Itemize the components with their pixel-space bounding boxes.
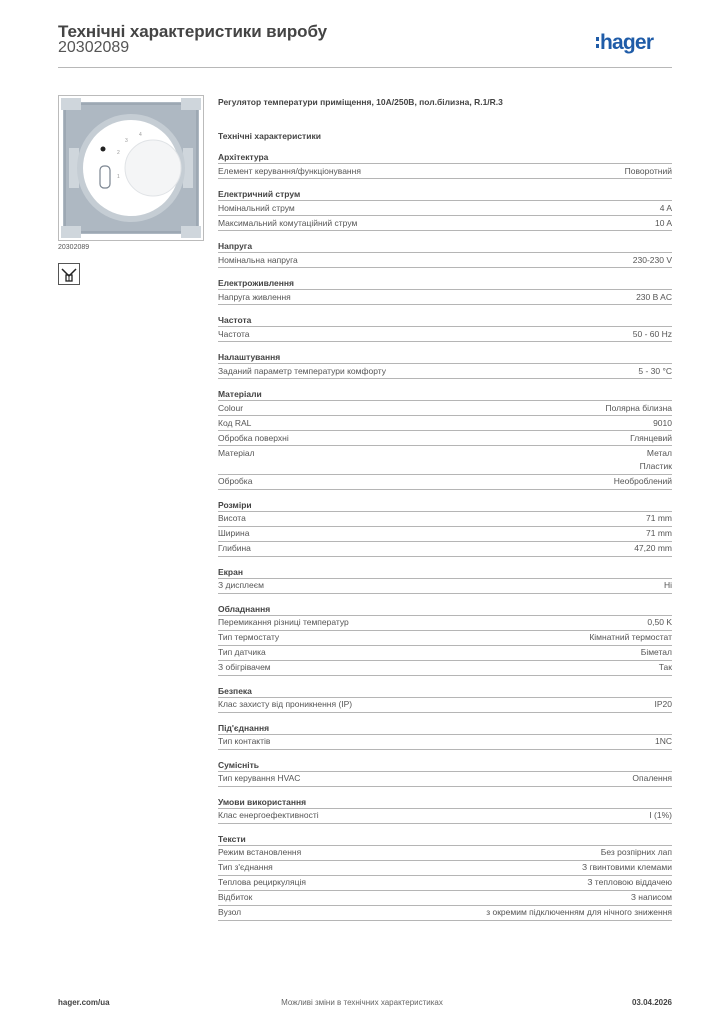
spec-group — [218, 566, 672, 594]
spec-value-line: Поворотний — [624, 165, 672, 176]
section-heading: Технічні характеристики — [218, 131, 321, 141]
spec-label: Матеріал — [218, 447, 255, 458]
spec-value — [632, 772, 672, 786]
spec-value — [641, 646, 672, 660]
spec-value — [605, 402, 672, 416]
spec-group-title: Електроживлення — [218, 277, 672, 290]
spec-label: Частота — [218, 328, 250, 339]
spec-value — [660, 202, 672, 216]
logo-text: hager — [600, 31, 654, 54]
spec-group-title: Безпека — [218, 685, 672, 698]
spec-label: Обробка поверхні — [218, 432, 289, 443]
image-caption: 20302089 — [58, 244, 90, 251]
spec-group — [218, 151, 672, 179]
spec-group — [218, 833, 672, 921]
spec-label: Colour — [218, 402, 244, 413]
spec-label: Клас захисту від проникнення (IP) — [218, 699, 353, 709]
thermostat-illustration — [59, 96, 203, 240]
product-image — [58, 95, 204, 241]
spec-label: Номінальний струм — [218, 202, 295, 213]
spec-value-line: 71 mm — [646, 513, 672, 523]
spec-value-line: IP20 — [654, 699, 672, 709]
spec-label: Номінальна напруга — [218, 254, 298, 265]
spec-value-line: З гвинтовими клемами — [582, 862, 672, 872]
spec-value-line: З тепловою віддачею — [587, 877, 672, 887]
spec-group — [218, 277, 672, 305]
spec-value — [649, 809, 672, 823]
spec-value — [625, 165, 672, 179]
spec-value-line: Глянцевий — [630, 432, 672, 443]
spec-group-title: Екран — [218, 566, 672, 579]
spec-value — [589, 631, 672, 645]
spec-value-line: Метал — [646, 447, 672, 458]
spec-value — [582, 861, 672, 875]
spec-value-line: з окремим підключенням для нічного зниження — [486, 907, 672, 917]
spec-group-title: Частота — [218, 314, 672, 327]
spec-label: Тип датчика — [218, 647, 266, 657]
product-description: Регулятор температури приміщення, 10A/250В, пол.білизна, R.1/R.3 — [218, 97, 503, 107]
spec-group-title: Розміри — [218, 499, 672, 512]
spec-row — [218, 631, 672, 646]
spec-label: З дисплеєм — [218, 580, 264, 590]
spec-label: Висота — [218, 513, 246, 523]
spec-row — [218, 216, 672, 231]
spec-value-line: Біметал — [640, 647, 672, 657]
spec-group-title: Умови використання — [218, 796, 672, 809]
spec-row — [218, 401, 672, 416]
footer-date: 03.04.2026 — [631, 998, 672, 1007]
svg-text:2: 2 — [117, 150, 120, 156]
spec-value-line: 1NC — [654, 736, 672, 746]
spec-value — [646, 512, 672, 526]
spec-value-line: 10 A — [654, 217, 672, 228]
spec-group-title: Налаштування — [218, 351, 672, 364]
spec-group — [218, 796, 672, 824]
spec-value — [631, 891, 672, 905]
spec-group — [218, 188, 672, 231]
spec-group — [218, 499, 672, 557]
spec-row — [218, 364, 672, 379]
hager-logo — [596, 29, 676, 55]
spec-value — [601, 846, 672, 860]
spec-value — [640, 447, 672, 474]
spec-value-line: 50 - 60 Hz — [632, 328, 672, 339]
spec-group — [218, 722, 672, 750]
header-divider — [58, 67, 672, 68]
spec-row — [218, 876, 672, 891]
spec-row — [218, 512, 672, 527]
spec-group — [218, 685, 672, 713]
spec-row — [218, 616, 672, 631]
spec-value-line: 0,50 K — [647, 617, 672, 627]
spec-group-title: Під'єднання — [218, 722, 672, 735]
spec-label: Режим встановлення — [218, 847, 302, 857]
spec-group-title: Тексти — [218, 833, 672, 846]
spec-label: З обігрівачем — [218, 662, 271, 672]
spec-value — [630, 432, 672, 446]
spec-value-line: 4 A — [659, 202, 672, 213]
spec-row — [218, 661, 672, 676]
spec-value-line: 230-230 V — [632, 254, 672, 265]
spec-value — [634, 542, 672, 556]
spec-label: Максимальний комутаційний струм — [218, 217, 358, 228]
spec-group — [218, 603, 672, 676]
spec-value-line: Без розпірних лап — [600, 847, 672, 857]
spec-group — [218, 351, 672, 379]
spec-label: Теплова рециркуляція — [218, 877, 306, 887]
spec-value-line: Ні — [663, 580, 672, 590]
svg-text:1: 1 — [117, 174, 120, 180]
spec-row — [218, 579, 672, 594]
spec-row — [218, 527, 672, 542]
spec-value — [486, 906, 672, 920]
spec-label: Тип контактів — [218, 736, 271, 746]
spec-row — [218, 735, 672, 750]
spec-row — [218, 416, 672, 431]
spec-group-title: Архітектура — [218, 151, 672, 164]
spec-row — [218, 164, 672, 179]
spec-value — [664, 579, 672, 593]
footer-website[interactable]: hager.com/ua — [58, 998, 110, 1007]
spec-label: Напруга живлення — [218, 291, 291, 302]
spec-group-title: Напруга — [218, 240, 672, 253]
spec-label: Клас енергоефективності — [218, 810, 319, 820]
spec-value-line: Пластик — [639, 461, 672, 471]
spec-group-title: Сумісніть — [218, 759, 672, 772]
spec-group-title: Електричний струм — [218, 188, 672, 201]
spec-value — [587, 876, 672, 890]
svg-text:4: 4 — [139, 132, 142, 138]
spec-value — [636, 291, 672, 305]
spec-group-title: Матеріали — [218, 388, 672, 401]
spec-row — [218, 446, 672, 475]
spec-row — [218, 542, 672, 557]
spec-row — [218, 646, 672, 661]
spec-value-line: 230 B AC — [636, 291, 672, 302]
spec-row — [218, 290, 672, 305]
spec-value-line: Так — [658, 662, 672, 672]
spec-value-line: I (1%) — [649, 810, 672, 820]
spec-value — [655, 698, 673, 712]
spec-row — [218, 891, 672, 906]
spec-row — [218, 772, 672, 787]
spec-group — [218, 314, 672, 342]
spec-value-line: Полярна білизна — [605, 402, 672, 413]
spec-group — [218, 759, 672, 787]
wiring-diagram-icon — [58, 263, 80, 285]
spec-label: Відбиток — [218, 892, 253, 902]
product-code: 20302089 — [58, 39, 130, 56]
spec-label: Код RAL — [218, 417, 252, 428]
spec-label: Ширина — [218, 528, 250, 538]
footer-disclaimer: Можливі зміни в технічних характеристиках — [281, 998, 443, 1007]
spec-row — [218, 861, 672, 876]
spec-value-line: 5 - 30 °C — [638, 365, 672, 376]
spec-label: Тип термостату — [218, 632, 280, 642]
spec-row — [218, 327, 672, 342]
spec-value — [633, 328, 672, 342]
spec-group-title: Обладнання — [218, 603, 672, 616]
spec-row — [218, 253, 672, 268]
spec-value-line: 71 mm — [646, 528, 672, 538]
spec-value — [633, 254, 672, 268]
spec-value-line: 9010 — [653, 417, 672, 428]
spec-value — [655, 735, 672, 749]
spec-value — [614, 475, 672, 489]
spec-row — [218, 698, 672, 713]
spec-row — [218, 809, 672, 824]
spec-value — [659, 661, 672, 675]
spec-value-line: Кімнатний термостат — [589, 632, 672, 642]
spec-value — [655, 217, 672, 231]
spec-table — [218, 151, 672, 930]
spec-value-line: 47,20 mm — [634, 543, 672, 553]
spec-label: Тип керування HVAC — [218, 773, 301, 783]
spec-row — [218, 906, 672, 921]
spec-group — [218, 388, 672, 490]
svg-text:3: 3 — [125, 138, 128, 144]
spec-row — [218, 475, 672, 490]
spec-group — [218, 240, 672, 268]
spec-value — [653, 417, 672, 431]
spec-label: Тип з'єднання — [218, 862, 273, 872]
spec-label: Елемент керування/функціонування — [218, 165, 361, 176]
spec-row — [218, 201, 672, 216]
spec-value-line: З написом — [630, 892, 672, 902]
spec-value — [638, 365, 672, 379]
spec-row — [218, 846, 672, 861]
spec-value-line: Опалення — [632, 773, 672, 783]
spec-row — [218, 431, 672, 446]
spec-label: Обробка — [218, 476, 253, 486]
page-title: Технічні характеристики виробу — [58, 22, 327, 41]
spec-value — [647, 616, 672, 630]
spec-label: Вузол — [218, 907, 242, 917]
spec-value-line: Необроблений — [613, 476, 672, 486]
spec-label: Глибина — [218, 543, 251, 553]
spec-value — [646, 527, 672, 541]
spec-label: Перемикання різниці температур — [218, 617, 349, 627]
spec-label: Заданий параметр температури комфорту — [218, 365, 386, 376]
